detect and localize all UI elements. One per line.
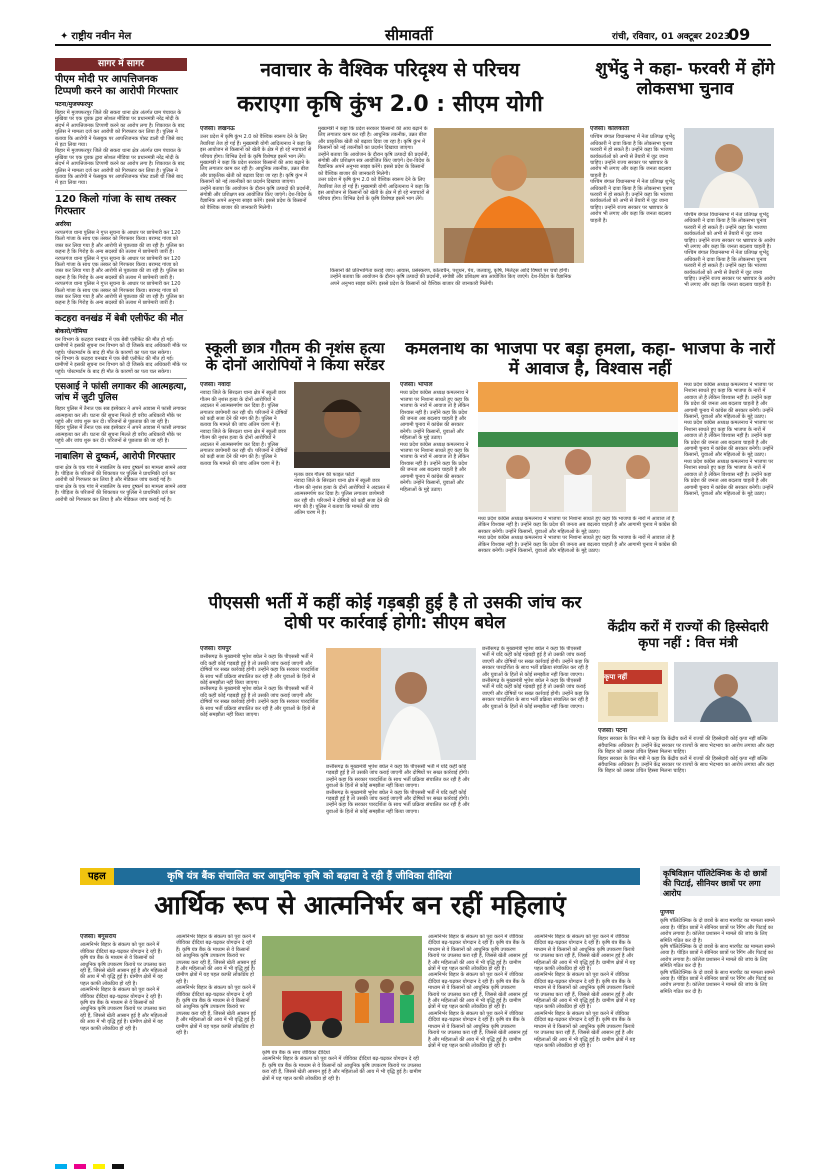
suvendu-text-2: पश्चिम बंगाल विधानसभा में नेता प्रतिपक्ष शुभेंदु अधिकारी ने दावा किया है कि लोकसभा चुनाव फरवरी में हो सकते हैं। उन्होंने कहा कि भाजपा कार्यकर्ताओं को अभी से तैयारी में जुट जाना चाहिए। उन्होंने राज्य सरकार पर भ्रष्टाचार के आरोप भी लगाए और कहा कि जनता बदलाव चाहती है।: [684, 212, 776, 251]
suvendu-byline: एजेंसी। कोलकाता: [590, 126, 630, 132]
school-caption: मृतक छात्र गौतम की फाइल फोटो: [294, 472, 355, 478]
cm-portrait-illustration: [434, 128, 584, 263]
kamalnath-byline: एजेंसी। भोपाल: [400, 382, 433, 388]
lead-headline-1: नवाचार के वैश्विक परिदृश्य से परिचय: [260, 59, 520, 81]
issue-date: रांची, रविवार, 01 अक्टूबर 2023: [612, 32, 731, 42]
pehal-text: आत्मनिर्भर बिहार के संकल्प को पूरा करने में जीविका दीदियां बढ़-चढ़कर योगदान दे रही हैं। कृषि यंत्र बैंक के माध्यम से वे किसानों को आधुनिक कृषि उपकरण किराये पर उपलब्ध करा रही हैं, जिससे खेती आसान हुई है और महिलाओं की आय में भी वृद्धि हुई है। ग्रामीण क्षेत्रों में यह पहल काफी लोकप्रिय हो रही है।: [80, 942, 168, 987]
kamalnath-text-2-cont: मध्य प्रदेश कांग्रेस अध्यक्ष कमलनाथ ने भाजपा पर निशाना साधते हुए कहा कि भाजपा के नारों में आवाज तो है लेकिन विश्वास नहीं है। उन्होंने कहा कि प्रदेश की जनता अब बदलाव चाहती है और आगामी चुनाव में कांग्रेस की सरकार बनेगी। उन्होंने किसानों, युवाओं और महिलाओं के मुद्दे उठाए।: [478, 535, 677, 555]
student-portrait-illustration: [294, 382, 390, 468]
left-story-4-headline: एसआई ने फांसी लगाकर की आत्महत्या, जांच में जुटी पुलिस: [55, 382, 187, 404]
kamalnath-column-2: [478, 516, 678, 582]
suvendu-photo: [684, 128, 774, 208]
left-story-1-text: बिहार में मुजफ्फरपुर जिले की सकरा थाना क्षेत्र अंतर्गत ग्राम पंचायत के मुखिया पर एक युवक द्वारा सोशल मीडिया पर प्रधानमंत्री नरेंद्र मोदी के संदर्भ में आपत्तिजनक टिप्पणी करने का आरोप लगा है। शिकायत के बाद पुलिस ने मामला दर्ज कर आरोपी को गिरफ्तार कर लिया है। पुलिस ने बताया कि आरोपी ने फेसबुक पर आपत्तिजनक पोस्ट डाली थी जिसे बाद में हटा लिया गया।: [55, 110, 185, 149]
pehal-byline: एजेंसी। बेगूसराय: [80, 934, 117, 940]
right-story-byline: पूर्णिया: [660, 910, 675, 916]
pehal-photo: [262, 936, 422, 1046]
pehal-column-5: [534, 934, 640, 1150]
lead-col2-text-cont2: उत्तर प्रदेश में कृषि कुंभ 2.0 को वैश्विक स्वरूप देने के लिए तैयारियां तेज हो गई हैं। मुख्यमंत्री योगी आदित्यनाथ ने कहा कि इस आयोजन से किसानों को खेती के क्षेत्र में हो रहे नवाचारों से परिचय होगा। विभिन्न देशों के कृषि विशेषज्ञ इसमें भाग लेंगे।: [318, 177, 430, 203]
lead-caption-cont: उन्होंने बताया कि आयोजन के दौरान कृषि उत्पादों की प्रदर्शनी, संगोष्ठी और प्रशिक्षण सत्र आयोजित किए जाएंगे। देश-विदेश के वैज्ञानिक अपने अनुभव साझा करेंगे। इससे प्रदेश के किसानों को वैश्विक बाजार की जानकारी मिलेगी।: [330, 274, 572, 287]
psc-text: छत्तीसगढ़ के मुख्यमंत्री भूपेश बघेल ने कहा कि पीएससी भर्ती में यदि कहीं कोई गड़बड़ी हुई है तो उसकी जांच कराई जाएगी और दोषियों पर सख्त कार्रवाई होगी। उन्होंने कहा कि सरकार पारदर्शिता के साथ भर्ती प्रक्रिया संचालित कर रही है और युवाओं के हितों से कोई समझौता नहीं किया जाएगा।: [200, 654, 319, 687]
suvendu-text-cont: पश्चिम बंगाल विधानसभा में नेता प्रतिपक्ष शुभेंदु अधिकारी ने दावा किया है कि लोकसभा चुनाव फरवरी में हो सकते हैं। उन्होंने कहा कि भाजपा कार्यकर्ताओं को अभी से तैयारी में जुट जाना चाहिए। उन्होंने राज्य सरकार पर भ्रष्टाचार के आरोप भी लगाए और कहा कि जनता बदलाव चाहती है।: [590, 179, 675, 224]
kamalnath-headline: कमलनाथ का भाजपा पर बड़ा हमला, कहा- भाजपा के नारों में आवाज है, विश्वास नहीं: [405, 339, 775, 379]
lead-byline: एजेंसी। लखनऊ: [200, 126, 235, 132]
region-bar: सागर में सागर: [55, 58, 187, 71]
bird-icon: ✦: [60, 31, 69, 42]
pehal-tag: पहल: [80, 868, 114, 885]
left-story-2-text-cont: नरपतगंज थाना पुलिस ने गुप्त सूचना के आधार पर छापेमारी कर 120 किलो गांजा के साथ एक तस्कर को गिरफ्तार किया। बरामद गांजा को जब्त कर लिया गया है और आरोपी से पूछताछ की जा रही है। पुलिस का कहना है कि गिरोह के अन्य सदस्यों की तलाश में छापेमारी जारी है।: [55, 255, 184, 281]
pehal-text-2: आत्मनिर्भर बिहार के संकल्प को पूरा करने में जीविका दीदियां बढ़-चढ़कर योगदान दे रही हैं। कृषि यंत्र बैंक के माध्यम से वे किसानों को आधुनिक कृषि उपकरण किराये पर उपलब्ध करा रही हैं, जिससे खेती आसान हुई है और महिलाओं की आय में भी वृद्धि हुई है। ग्रामीण क्षेत्रों में यह पहल काफी लोकप्रिय हो रही है।: [176, 934, 256, 985]
brand: [60, 28, 131, 42]
student-photo: [294, 382, 390, 468]
divider: [55, 190, 187, 191]
lead-col1-text-cont: मुख्यमंत्री ने कहा कि प्रदेश सरकार किसानों की आय बढ़ाने के लिए लगातार काम कर रही है। आधुनिक तकनीक, उन्नत बीज और प्राकृतिक खेती को बढ़ावा दिया जा रहा है। कृषि कुंभ में किसानों को नई तकनीकों का प्रदर्शन दिखाया जाएगा।: [200, 160, 310, 186]
psc-text-3: छत्तीसगढ़ के मुख्यमंत्री भूपेश बघेल ने कहा कि पीएससी भर्ती में यदि कहीं कोई गड़बड़ी हुई है तो उसकी जांच कराई जाएगी और दोषियों पर सख्त कार्रवाई होगी। उन्होंने कहा कि सरकार पारदर्शिता के साथ भर्ती प्रक्रिया संचालित कर रही है और युवाओं के हितों से कोई समझौता नहीं किया जाएगा।: [482, 646, 590, 678]
suvendu-column-1: [590, 126, 675, 336]
psc-byline: एजेंसी। रायपुर: [200, 646, 232, 652]
psc-text-2-cont: छत्तीसगढ़ के मुख्यमंत्री भूपेश बघेल ने कहा कि पीएससी भर्ती में यदि कहीं कोई गड़बड़ी हुई है तो उसकी जांच कराई जाएगी और दोषियों पर सख्त कार्रवाई होगी। उन्होंने कहा कि सरकार पारदर्शिता के साथ भर्ती प्रक्रिया संचालित कर रही है और युवाओं के हितों से कोई समझौता नहीं किया जाएगा।: [326, 789, 470, 815]
finance-graphic-illustration: [598, 662, 668, 722]
kamalnath-column-3: [684, 382, 776, 582]
lead-col1-text: उत्तर प्रदेश में कृषि कुंभ 2.0 को वैश्विक स्वरूप देने के लिए तैयारियां तेज हो गई हैं। मुख्यमंत्री योगी आदित्यनाथ ने कहा कि इस आयोजन से किसानों को खेती के क्षेत्र में हो रहे नवाचारों से परिचय होगा। विभिन्न देशों के कृषि विशेषज्ञ इसमें भाग लेंगे।: [200, 134, 312, 160]
pehal-text-5: आत्मनिर्भर बिहार के संकल्प को पूरा करने में जीविका दीदियां बढ़-चढ़कर योगदान दे रही हैं। कृषि यंत्र बैंक के माध्यम से वे किसानों को आधुनिक कृषि उपकरण किराये पर उपलब्ध करा रही हैं, जिससे खेती आसान हुई है और महिलाओं की आय में भी वृद्धि हुई है। ग्रामीण क्षेत्रों में यह पहल काफी लोकप्रिय हो रही है।: [534, 934, 636, 973]
left-story-5-text-cont: थाना क्षेत्र के एक गांव में नाबालिग के साथ दुष्कर्म का मामला सामने आया है। पीड़िता के परिजनों की शिकायत पर पुलिस ने प्राथमिकी दर्ज कर आरोपी को गिरफ्तार कर लिया है और मेडिकल जांच कराई गई है।: [55, 483, 187, 503]
pehal-strap: [80, 868, 640, 885]
left-story-3-text: वन विभाग के कटहरा वनखंड में एक बेबी एलीफेंट की मौत हो गई। ग्रामीणों ने इसकी सूचना वन विभाग को दी जिसके बाद अधिकारी मौके पर पहुंचे। पोस्टमार्टम के बाद ही मौत के कारणों का पता चल सकेगा।: [55, 336, 187, 356]
lead-col2-text-cont: उन्होंने बताया कि आयोजन के दौरान कृषि उत्पादों की प्रदर्शनी, संगोष्ठी और प्रशिक्षण सत्र आयोजित किए जाएंगे। देश-विदेश के वैज्ञानिक अपने अनुभव साझा करेंगे। इससे प्रदेश के किसानों को वैश्विक बाजार की जानकारी मिलेगी।: [318, 151, 430, 177]
psc-text-cont: छत्तीसगढ़ के मुख्यमंत्री भूपेश बघेल ने कहा कि पीएससी भर्ती में यदि कहीं कोई गड़बड़ी हुई है तो उसकी जांच कराई जाएगी और दोषियों पर सख्त कार्रवाई होगी। उन्होंने कहा कि सरकार पारदर्शिता के साथ भर्ती प्रक्रिया संचालित कर रही है और युवाओं के हितों से कोई समझौता नहीं किया जाएगा।: [200, 686, 319, 719]
baghel-portrait-illustration: [326, 648, 476, 760]
lead-photo-caption-block: [330, 268, 580, 332]
swatch-black: [112, 1164, 124, 1169]
pehal-headline: आर्थिक रूप से आत्मनिर्भर बन रहीं महिलाएं: [154, 891, 566, 921]
right-story-text: कृषि पॉलिटेक्निक के दो छात्रों के साथ मारपीट का मामला सामने आया है। पीड़ित छात्रों ने सीनियर छात्रों पर रैगिंग और पिटाई का आरोप लगाया है। कॉलेज प्रशासन ने मामले की जांच के लिए समिति गठित कर दी है।: [660, 918, 775, 944]
pehal-text-5-cont2: आत्मनिर्भर बिहार के संकल्प को पूरा करने में जीविका दीदियां बढ़-चढ़कर योगदान दे रही हैं। कृषि यंत्र बैंक के माध्यम से वे किसानों को आधुनिक कृषि उपकरण किराये पर उपलब्ध करा रही हैं, जिससे खेती आसान हुई है और महिलाओं की आय में भी वृद्धि हुई है। ग्रामीण क्षेत्रों में यह पहल काफी लोकप्रिय हो रही है।: [534, 1010, 636, 1049]
rally-illustration: [478, 382, 678, 512]
centre-graphic: [598, 662, 668, 722]
pehal-caption-block: [262, 1050, 422, 1150]
pehal-column-1: [80, 934, 170, 1150]
suvendu-column-2: [684, 212, 776, 336]
pehal-column-2: [176, 934, 256, 1150]
suvendu-text: पश्चिम बंगाल विधानसभा में नेता प्रतिपक्ष शुभेंदु अधिकारी ने दावा किया है कि लोकसभा चुनाव फरवरी में हो सकते हैं। उन्होंने कहा कि भाजपा कार्यकर्ताओं को अभी से तैयारी में जुट जाना चाहिए। उन्होंने राज्य सरकार पर भ्रष्टाचार के आरोप भी लगाए और कहा कि जनता बदलाव चाहती है।: [590, 134, 675, 179]
kamalnath-text-3-cont: मध्य प्रदेश कांग्रेस अध्यक्ष कमलनाथ ने भाजपा पर निशाना साधते हुए कहा कि भाजपा के नारों में आवाज तो है लेकिन विश्वास नहीं है। उन्होंने कहा कि प्रदेश की जनता अब बदलाव चाहती है और आगामी चुनाव में कांग्रेस की सरकार बनेगी। उन्होंने किसानों, युवाओं और महिलाओं के मुद्दे उठाए।: [684, 420, 774, 459]
psc-column-3: [482, 646, 590, 856]
centre-byline: एजेंसी। पटना: [598, 728, 628, 734]
pehal-text-cont: आत्मनिर्भर बिहार के संकल्प को पूरा करने में जीविका दीदियां बढ़-चढ़कर योगदान दे रही हैं। कृषि यंत्र बैंक के माध्यम से वे किसानों को आधुनिक कृषि उपकरण किराये पर उपलब्ध करा रही हैं, जिससे खेती आसान हुई है और महिलाओं की आय में भी वृद्धि हुई है। ग्रामीण क्षेत्रों में यह पहल काफी लोकप्रिय हो रही है।: [80, 987, 168, 1032]
school-text: नवादा जिले के सिरदला थाना क्षेत्र में स्कूली छात्र गौतम की नृशंस हत्या के दोनों आरोपियों ने अदालत में आत्मसमर्पण कर दिया है। पुलिस लगातार छापेमारी कर रही थी। परिजनों ने दोषियों को कड़ी सजा देने की मांग की है। पुलिस ने बताया कि मामले की जांच अंतिम चरण में है।: [200, 390, 288, 429]
left-story-2-headline: 120 किलो गांजा के साथ तस्कर गिरफ्तार: [55, 193, 176, 217]
centre-text-block: [598, 728, 778, 856]
school-byline: एजेंसी। नवादा: [200, 382, 231, 388]
pehal-strap-text: कृषि यंत्र बैंक संचालित कर आधुनिक कृषि को बढ़ावा दे रही हैं जीविका दीदियां: [167, 871, 452, 882]
minister-photo: [674, 662, 778, 722]
swatch-yellow: [93, 1164, 105, 1169]
swatch-cyan: [55, 1164, 67, 1169]
yogi-photo: [434, 128, 584, 263]
suvendu-portrait-illustration: [684, 128, 774, 208]
centre-text-cont: बिहार सरकार के वित्त मंत्री ने कहा कि केंद्रीय करों में राज्यों की हिस्सेदारी कोई कृपा नहीं बल्कि संवैधानिक अधिकार है। उन्होंने केंद्र सरकार पर राज्यों के साथ भेदभाव का आरोप लगाया और कहा कि बिहार को उसका उचित हिस्सा मिलना चाहिए।: [598, 755, 775, 775]
left-story-3-headline: कटहरा वनखंड में बेबी एलीफेंट की मौत: [55, 313, 184, 324]
pehal-text-4-cont2: आत्मनिर्भर बिहार के संकल्प को पूरा करने में जीविका दीदियां बढ़-चढ़कर योगदान दे रही हैं। कृषि यंत्र बैंक के माध्यम से वे किसानों को आधुनिक कृषि उपकरण किराये पर उपलब्ध करा रही हैं, जिससे खेती आसान हुई है और महिलाओं की आय में भी वृद्धि हुई है। ग्रामीण क्षेत्रों में यह पहल काफी लोकप्रिय हो रही है।: [428, 1010, 528, 1049]
lead-col2-text: मुख्यमंत्री ने कहा कि प्रदेश सरकार किसानों की आय बढ़ाने के लिए लगातार काम कर रही है। आधुनिक तकनीक, उन्नत बीज और प्राकृतिक खेती को बढ़ावा दिया जा रहा है। कृषि कुंभ में किसानों को नई तकनीकों का प्रदर्शन दिखाया जाएगा।: [318, 126, 428, 152]
left-story-2-text: नरपतगंज थाना पुलिस ने गुप्त सूचना के आधार पर छापेमारी कर 120 किलो गांजा के साथ एक तस्कर को गिरफ्तार किया। बरामद गांजा को जब्त कर लिया गया है और आरोपी से पूछताछ की जा रही है। पुलिस का कहना है कि गिरोह के अन्य सदस्यों की तलाश में छापेमारी जारी है।: [55, 229, 184, 256]
left-story-1-headline: पीएम मोदी पर आपत्तिजनक टिप्पणी करने का आरोपी गिरफ्तार: [55, 74, 178, 97]
school-column-1: [200, 382, 288, 582]
psc-headline: पीएससी भर्ती में कहीं कोई गड़बड़ी हुई है तो उसकी जांच कर दोषी पर कार्रवाई होगी: सीएम बघेल: [208, 593, 582, 633]
left-story-3-text-cont: वन विभाग के कटहरा वनखंड में एक बेबी एलीफेंट की मौत हो गई। ग्रामीणों ने इसकी सूचना वन विभाग को दी जिसके बाद अधिकारी मौके पर पहुंचे। पोस्टमार्टम के बाद ही मौत के कारणों का पता चल सकेगा।: [55, 355, 187, 375]
school-text-cont: नवादा जिले के सिरदला थाना क्षेत्र में स्कूली छात्र गौतम की नृशंस हत्या के दोनों आरोपियों ने अदालत में आत्मसमर्पण कर दिया है। पुलिस लगातार छापेमारी कर रही थी। परिजनों ने दोषियों को कड़ी सजा देने की मांग की है। पुलिस ने बताया कि मामले की जांच अंतिम चरण में है।: [200, 428, 288, 467]
pehal-text-4: आत्मनिर्भर बिहार के संकल्प को पूरा करने में जीविका दीदियां बढ़-चढ़कर योगदान दे रही हैं। कृषि यंत्र बैंक के माध्यम से वे किसानों को आधुनिक कृषि उपकरण किराये पर उपलब्ध करा रही हैं, जिससे खेती आसान हुई है और महिलाओं की आय में भी वृद्धि हुई है। ग्रामीण क्षेत्रों में यह पहल काफी लोकप्रिय हो रही है।: [428, 934, 528, 973]
pehal-text-2-cont: आत्मनिर्भर बिहार के संकल्प को पूरा करने में जीविका दीदियां बढ़-चढ़कर योगदान दे रही हैं। कृषि यंत्र बैंक के माध्यम से वे किसानों को आधुनिक कृषि उपकरण किराये पर उपलब्ध करा रही हैं, जिससे खेती आसान हुई है और महिलाओं की आय में भी वृद्धि हुई है। ग्रामीण क्षेत्रों में यह पहल काफी लोकप्रिय हो रही है।: [176, 985, 256, 1037]
left-story-5-headline: नाबालिग से दुष्कर्म, आरोपी गिरफ्तार: [55, 451, 176, 462]
pehal-text-4-cont: आत्मनिर्भर बिहार के संकल्प को पूरा करने में जीविका दीदियां बढ़-चढ़कर योगदान दे रही हैं। कृषि यंत्र बैंक के माध्यम से वे किसानों को आधुनिक कृषि उपकरण किराये पर उपलब्ध करा रही हैं, जिससे खेती आसान हुई है और महिलाओं की आय में भी वृद्धि हुई है। ग्रामीण क्षेत्रों में यह पहल काफी लोकप्रिय हो रही है।: [428, 972, 528, 1011]
psc-text-3-cont: छत्तीसगढ़ के मुख्यमंत्री भूपेश बघेल ने कहा कि पीएससी भर्ती में यदि कहीं कोई गड़बड़ी हुई है तो उसकी जांच कराई जाएगी और दोषियों पर सख्त कार्रवाई होगी। उन्होंने कहा कि सरकार पारदर्शिता के साथ भर्ती प्रक्रिया संचालित कर रही है और युवाओं के हितों से कोई समझौता नहीं किया जाएगा।: [482, 678, 590, 710]
psc-column-2: [326, 764, 476, 856]
left-story-5-text: थाना क्षेत्र के एक गांव में नाबालिग के साथ दुष्कर्म का मामला सामने आया है। पीड़िता के परिजनों की शिकायत पर पुलिस ने प्राथमिकी दर्ज कर आरोपी को गिरफ्तार कर लिया है और मेडिकल जांच कराई गई है।: [55, 464, 187, 484]
kamalnath-column-1: [400, 382, 472, 582]
left-story-2-byline: अररिया: [55, 220, 72, 228]
left-story-1-byline: पटना/मुजफ्फरपुर: [55, 101, 93, 108]
right-story-text-cont: कृषि पॉलिटेक्निक के दो छात्रों के साथ मारपीट का मामला सामने आया है। पीड़ित छात्रों ने सीनियर छात्रों पर रैगिंग और पिटाई का आरोप लगाया है। कॉलेज प्रशासन ने मामले की जांच के लिए समिति गठित कर दी है।: [660, 944, 775, 970]
suvendu-headline: शुभेंदु ने कहा- फरवरी में होंगे लोकसभा चुनाव: [595, 59, 775, 99]
suvendu-text-2-cont: पश्चिम बंगाल विधानसभा में नेता प्रतिपक्ष शुभेंदु अधिकारी ने दावा किया है कि लोकसभा चुनाव फरवरी में हो सकते हैं। उन्होंने कहा कि भाजपा कार्यकर्ताओं को अभी से तैयारी में जुट जाना चाहिए। उन्होंने राज्य सरकार पर भ्रष्टाचार के आरोप भी लगाए और कहा कि जनता बदलाव चाहती है।: [684, 250, 776, 289]
lead-column-1: [200, 126, 312, 332]
kamalnath-text-2: मध्य प्रदेश कांग्रेस अध्यक्ष कमलनाथ ने भाजपा पर निशाना साधते हुए कहा कि भाजपा के नारों में आवाज तो है लेकिन विश्वास नहीं है। उन्होंने कहा कि प्रदेश की जनता अब बदलाव चाहती है और आगामी चुनाव में कांग्रेस की सरकार बनेगी। उन्होंने किसानों, युवाओं और महिलाओं के मुद्दे उठाए।: [478, 516, 677, 535]
left-story-4-text: बिहार पुलिस में तैनात एक सब इंस्पेक्टर ने अपने आवास में फांसी लगाकर आत्महत्या कर ली। घटना की सूचना मिलते ही वरीय अधिकारी मौके पर पहुंचे और जांच शुरू कर दी। परिजनों से पूछताछ की जा रही है।: [55, 406, 187, 425]
right-story-text-cont2: कृषि पॉलिटेक्निक के दो छात्रों के साथ मारपीट का मामला सामने आया है। पीड़ित छात्रों ने सीनियर छात्रों पर रैगिंग और पिटाई का आरोप लगाया है। कॉलेज प्रशासन ने मामले की जांच के लिए समिति गठित कर दी है।: [660, 969, 775, 995]
kamalnath-text-3: मध्य प्रदेश कांग्रेस अध्यक्ष कमलनाथ ने भाजपा पर निशाना साधते हुए कहा कि भाजपा के नारों में आवाज तो है लेकिन विश्वास नहीं है। उन्होंने कहा कि प्रदेश की जनता अब बदलाव चाहती है और आगामी चुनाव में कांग्रेस की सरकार बनेगी। उन्होंने किसानों, युवाओं और महिलाओं के मुद्दे उठाए।: [684, 382, 774, 421]
section-title: सीमावर्ती: [385, 26, 433, 44]
psc-text-2: छत्तीसगढ़ के मुख्यमंत्री भूपेश बघेल ने कहा कि पीएससी भर्ती में यदि कहीं कोई गड़बड़ी हुई है तो उसकी जांच कराई जाएगी और दोषियों पर सख्त कार्रवाई होगी। उन्होंने कहा कि सरकार पारदर्शिता के साथ भर्ती प्रक्रिया संचालित कर रही है और युवाओं के हितों से कोई समझौता नहीं किया जाएगा।: [326, 764, 470, 790]
psc-column-1: [200, 646, 320, 856]
right-story-text-block: [660, 910, 780, 1150]
right-story-headline: कृषिविज्ञान पॉलिटेक्निक के दो छात्रों की पिटाई, सीनियर छात्रों पर लगा आरोप: [660, 866, 780, 896]
page-number: 09: [728, 25, 751, 44]
baghel-photo: [326, 648, 476, 760]
centre-headline: केंद्रीय करों में राज्यों की हिस्सेदारी कृपा नहीं : वित्त मंत्री: [607, 620, 769, 651]
color-registration-bar: [55, 1155, 771, 1161]
masthead: [0, 0, 827, 44]
kamalnath-text-3-cont2: मध्य प्रदेश कांग्रेस अध्यक्ष कमलनाथ ने भाजपा पर निशाना साधते हुए कहा कि भाजपा के नारों में आवाज तो है लेकिन विश्वास नहीं है। उन्होंने कहा कि प्रदेश की जनता अब बदलाव चाहती है और आगामी चुनाव में कांग्रेस की सरकार बनेगी। उन्होंने किसानों, युवाओं और महिलाओं के मुद्दे उठाए।: [684, 458, 774, 497]
pehal-column-4: [428, 934, 528, 1150]
left-story-2-text-cont2: नरपतगंज थाना पुलिस ने गुप्त सूचना के आधार पर छापेमारी कर 120 किलो गांजा के साथ एक तस्कर को गिरफ्तार किया। बरामद गांजा को जब्त कर लिया गया है और आरोपी से पूछताछ की जा रही है। पुलिस का कहना है कि गिरोह के अन्य सदस्यों की तलाश में छापेमारी जारी है।: [55, 281, 184, 307]
lead-headline-2: कराएगा कृषि कुंभ 2.0 : सीएम योगी: [237, 92, 543, 117]
pehal-text-5-cont: आत्मनिर्भर बिहार के संकल्प को पूरा करने में जीविका दीदियां बढ़-चढ़कर योगदान दे रही हैं। कृषि यंत्र बैंक के माध्यम से वे किसानों को आधुनिक कृषि उपकरण किराये पर उपलब्ध करा रही हैं, जिससे खेती आसान हुई है और महिलाओं की आय में भी वृद्धि हुई है। ग्रामीण क्षेत्रों में यह पहल काफी लोकप्रिय हो रही है।: [534, 972, 636, 1011]
school-headline: स्कूली छात्र गौतम की नृशंस हत्या के दोनों आरोपियों ने किया सरेंडर: [205, 339, 385, 375]
brand-name: राष्ट्रीय नवीन मेल: [71, 31, 132, 42]
kamalnath-text: मध्य प्रदेश कांग्रेस अध्यक्ष कमलनाथ ने भाजपा पर निशाना साधते हुए कहा कि भाजपा के नारों में आवाज तो है लेकिन विश्वास नहीं है। उन्होंने कहा कि प्रदेश की जनता अब बदलाव चाहती है और आगामी चुनाव में कांग्रेस की सरकार बनेगी। उन्होंने किसानों, युवाओं और महिलाओं के मुद्दे उठाए।: [400, 390, 470, 442]
lead-caption: किसानों की प्रतिभागिता कराई जाए। आवास, प्रसंस्करण, कोल्डचैन, पशुधन, पेय, जलवायु, कृषि, मिलेट्स आदि विषयों पर चर्चा होगी।: [330, 268, 570, 274]
divider: [55, 448, 187, 449]
lead-col1-text-cont2: उन्होंने बताया कि आयोजन के दौरान कृषि उत्पादों की प्रदर्शनी, संगोष्ठी और प्रशिक्षण सत्र आयोजित किए जाएंगे। देश-विदेश के वैज्ञानिक अपने अनुभव साझा करेंगे। इससे प्रदेश के किसानों को वैश्विक बाजार की जानकारी मिलेगी।: [200, 185, 312, 211]
left-news-column: [55, 74, 187, 503]
divider: [55, 378, 187, 379]
centre-text: बिहार सरकार के वित्त मंत्री ने कहा कि केंद्रीय करों में राज्यों की हिस्सेदारी कोई कृपा नहीं बल्कि संवैधानिक अधिकार है। उन्होंने केंद्र सरकार पर राज्यों के साथ भेदभाव का आरोप लगाया और कहा कि बिहार को उसका उचित हिस्सा मिलना चाहिए।: [598, 736, 775, 756]
divider: [55, 310, 187, 311]
swatch-magenta: [74, 1164, 86, 1169]
school-text-2: नवादा जिले के सिरदला थाना क्षेत्र में स्कूली छात्र गौतम की नृशंस हत्या के दोनों आरोपियों ने अदालत में आत्मसमर्पण कर दिया है। पुलिस लगातार छापेमारी कर रही थी। परिजनों ने दोषियों को कड़ी सजा देने की मांग की है। पुलिस ने बताया कि मामले की जांच अंतिम चरण में है।: [294, 478, 390, 517]
school-column-2: [294, 472, 390, 582]
pehal-caption: कृषि यंत्र बैंक के साथ जीविका दीदियां: [262, 1050, 330, 1056]
kamalnath-photo: [478, 382, 678, 512]
left-story-3-byline: बोकारो/गोमिया: [55, 327, 88, 335]
minister-portrait-illustration: [674, 662, 778, 722]
pehal-text-3: आत्मनिर्भर बिहार के संकल्प को पूरा करने में जीविका दीदियां बढ़-चढ़कर योगदान दे रही हैं। कृषि यंत्र बैंक के माध्यम से वे किसानों को आधुनिक कृषि उपकरण किराये पर उपलब्ध करा रही हैं, जिससे खेती आसान हुई है और महिलाओं की आय में भी वृद्धि हुई है। ग्रामीण क्षेत्रों में यह पहल काफी लोकप्रिय हो रही है।: [262, 1056, 422, 1082]
women-tractor-illustration: [262, 936, 422, 1046]
masthead-rule: [55, 44, 771, 46]
left-story-1-text-cont: बिहार में मुजफ्फरपुर जिले की सकरा थाना क्षेत्र अंतर्गत ग्राम पंचायत के मुखिया पर एक युवक द्वारा सोशल मीडिया पर प्रधानमंत्री नरेंद्र मोदी के संदर्भ में आपत्तिजनक टिप्पणी करने का आरोप लगा है। शिकायत के बाद पुलिस ने मामला दर्ज कर आरोपी को गिरफ्तार कर लिया है। पुलिस ने बताया कि आरोपी ने फेसबुक पर आपत्तिजनक पोस्ट डाली थी जिसे बाद में हटा लिया गया।: [55, 148, 185, 187]
kamalnath-text-cont: मध्य प्रदेश कांग्रेस अध्यक्ष कमलनाथ ने भाजपा पर निशाना साधते हुए कहा कि भाजपा के नारों में आवाज तो है लेकिन विश्वास नहीं है। उन्होंने कहा कि प्रदेश की जनता अब बदलाव चाहती है और आगामी चुनाव में कांग्रेस की सरकार बनेगी। उन्होंने किसानों, युवाओं और महिलाओं के मुद्दे उठाए।: [400, 441, 470, 493]
centre-tag: कृपा नहीं: [604, 673, 628, 681]
left-story-4-text-cont: बिहार पुलिस में तैनात एक सब इंस्पेक्टर ने अपने आवास में फांसी लगाकर आत्महत्या कर ली। घटना की सूचना मिलते ही वरीय अधिकारी मौके पर पहुंचे और जांच शुरू कर दी। परिजनों से पूछताछ की जा रही है।: [55, 425, 187, 445]
